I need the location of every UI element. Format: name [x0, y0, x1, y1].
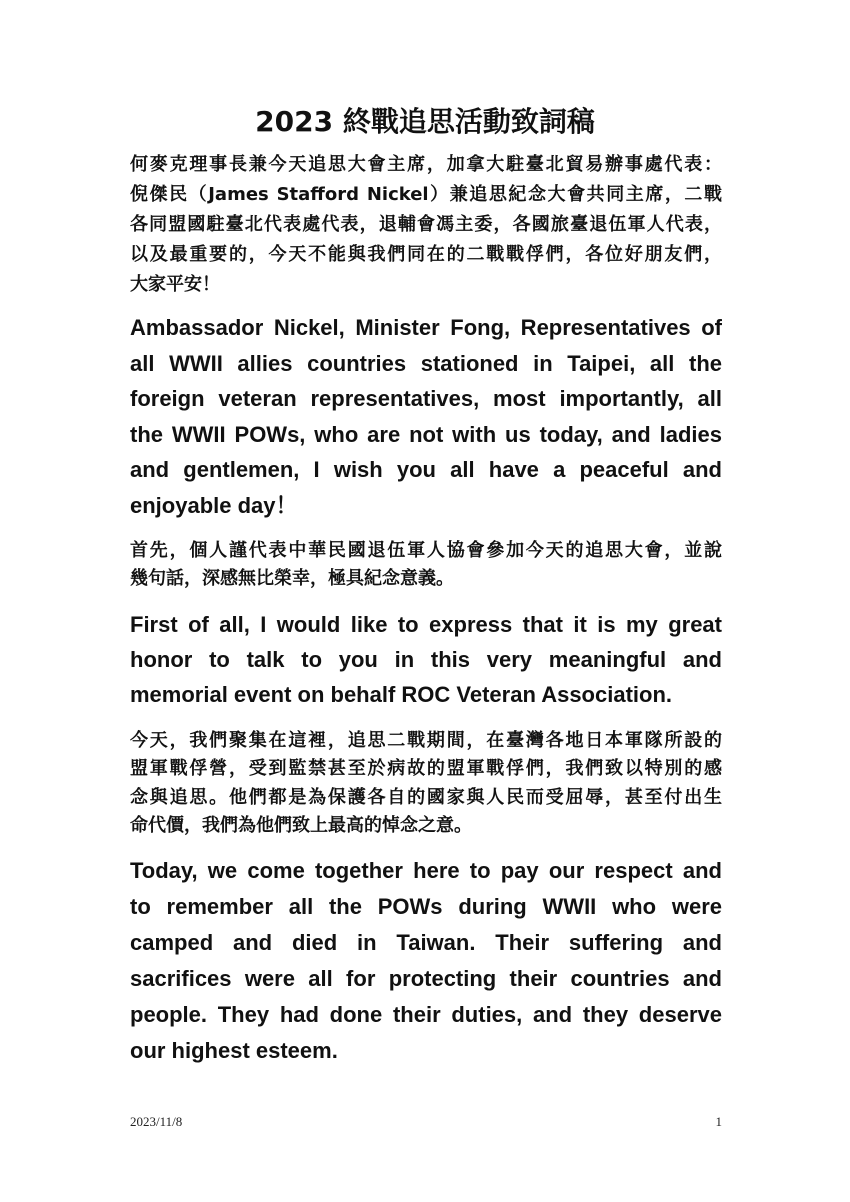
text-line: 今天，我們聚集在這裡，追思二戰期間，在臺灣各地日本軍隊所設的: [130, 730, 722, 751]
chinese-paragraph-greeting: [130, 150, 722, 300]
text-line: 倪傑民（James Stafford Nickel）兼追思紀念大會共同主席，二戰: [130, 184, 722, 205]
text-line: 盟軍戰俘營，受到監禁甚至於病故的盟軍戰俘們，我們致以特別的感: [130, 758, 722, 780]
text-line: all WWII allies countries stationed in Taipei, all the: [130, 350, 722, 376]
text-line: 首先，個人謹代表中華民國退伍軍人協會參加今天的追思大會，並說: [130, 540, 722, 561]
text-line: 大家平安！: [130, 274, 220, 295]
document-title: 2023 終戰追思活動致詞稿: [255, 105, 595, 138]
text-line: memorial event on behalf ROC Veteran Association.: [130, 682, 672, 707]
text-line: the WWII POWs, who are not with us today, and ladies: [130, 421, 722, 447]
chinese-paragraph-remembrance: [130, 727, 722, 841]
text-line: Today, we come together here to pay our respect and: [130, 858, 722, 883]
english-paragraph-greeting: [130, 310, 722, 524]
text-line: 命代價，我們為他們致上最高的悼念之意。: [130, 815, 472, 837]
page-number: 1: [715, 1114, 722, 1129]
text-line: our highest esteem.: [130, 1038, 338, 1063]
text-line: people. They had done their duties, and they deserve: [130, 1002, 722, 1027]
footer-date: 2023/11/8: [130, 1114, 183, 1129]
text-line: 以及最重要的，今天不能與我們同在的二戰戰俘們，各位好朋友們，: [130, 244, 722, 265]
english-paragraph-honor: [130, 607, 722, 712]
text-line: honor to talk to you in this very meaningful and: [130, 647, 722, 672]
english-paragraph-remembrance: [130, 853, 722, 1069]
text-line: 幾句話，深感無比榮幸，極具紀念意義。: [130, 567, 454, 589]
text-line: camped and died in Taiwan. Their suffering and: [130, 930, 722, 955]
chinese-paragraph-honor: [130, 537, 722, 592]
text-line: to remember all the POWs during WWII who were: [130, 894, 722, 919]
text-line: sacrifices were all for protecting their countries and: [130, 966, 722, 991]
text-line: enjoyable day！: [130, 492, 298, 518]
text-line: and gentlemen, I wish you all have a peaceful and: [130, 457, 722, 483]
text-line: 各同盟國駐臺北代表處代表，退輔會馮主委，各國旅臺退伍軍人代表，: [130, 214, 722, 235]
text-line: First of all, I would like to express that it is my great: [130, 612, 722, 637]
text-line: Ambassador Nickel, Minister Fong, Representatives of: [130, 315, 722, 340]
text-line: 何麥克理事長兼今天追思大會主席，加拿大駐臺北貿易辦事處代表：: [130, 154, 722, 175]
text-line: 念與追思。他們都是為保護各自的國家與人民而受屈辱，甚至付出生: [130, 786, 722, 808]
text-line: foreign veteran representatives, most importantly, all: [130, 386, 722, 412]
